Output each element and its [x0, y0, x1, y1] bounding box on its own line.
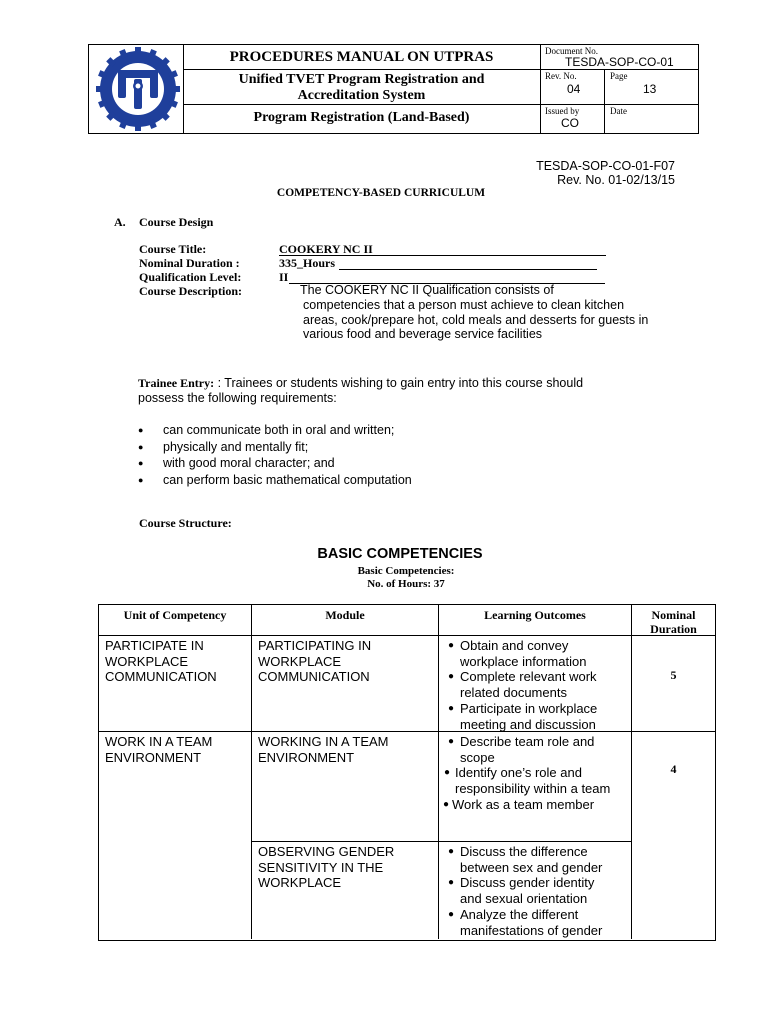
- list-item: ● Discuss the difference between sex and gender: [448, 844, 603, 875]
- qualification-level-label: Qualification Level:: [139, 270, 242, 284]
- system-title: Unified TVET Program Registration and Accreditation System: [238, 72, 485, 103]
- basic-competencies-sub: Basic Competencies:: [357, 565, 455, 577]
- program-title: Program Registration (Land-Based): [253, 110, 470, 125]
- list-item: ● physically and mentally fit;: [138, 439, 309, 454]
- col-header-unit: Unit of Competency: [99, 605, 252, 636]
- col-header-duration: Nominal Duration: [632, 605, 715, 636]
- page-label: Page: [610, 71, 628, 81]
- table-cell-duration: 5: [632, 636, 715, 732]
- document-header: [88, 44, 699, 134]
- document-no-value: TESDA-SOP-CO-01: [565, 55, 674, 69]
- course-title-label: Course Title:: [139, 242, 207, 256]
- tesda-logo: [95, 46, 181, 132]
- list-item: ● Discuss gender identity and sexual orientation: [448, 875, 595, 907]
- hours-total: No. of Hours: 37: [367, 578, 445, 590]
- table-cell-module: PARTICIPATING IN WORKPLACE COMMUNICATION: [252, 636, 439, 732]
- list-item: ● can perform basic mathematical computation: [138, 472, 412, 487]
- list-item: ● Identify one’s role and responsibility within a team: [444, 765, 611, 797]
- date-label: Date: [610, 106, 627, 116]
- qualification-level-value: II: [279, 270, 289, 284]
- list-item: ● Complete relevant work related documents: [448, 669, 597, 701]
- col-header-module: Module: [252, 605, 439, 636]
- table-cell-module: WORKING IN A TEAM ENVIRONMENT: [252, 732, 439, 842]
- nominal-duration-value: 335_Hours: [279, 256, 336, 270]
- table-cell-outcomes: [439, 842, 632, 939]
- list-item: ● Work as a team member: [443, 796, 595, 812]
- trainee-entry: Trainee Entry: : Trainees or students wishing to gain entry into this course should possess the following requirements:: [138, 376, 584, 405]
- requirements-list: [138, 422, 412, 488]
- section-letter: A.: [114, 215, 126, 229]
- table-cell-unit: WORK IN A TEAM ENVIRONMENT: [99, 732, 252, 939]
- course-description-label: Course Description:: [139, 284, 242, 298]
- rev-no-value: 04: [567, 82, 581, 96]
- list-item: ● Obtain and convey workplace information: [448, 638, 587, 669]
- course-structure-label: Course Structure:: [139, 516, 232, 530]
- nominal-duration-label: Nominal Duration :: [139, 256, 240, 270]
- competency-table: [98, 604, 716, 941]
- list-item: ● can communicate both in oral and written;: [138, 423, 395, 437]
- section-heading: Course Design: [139, 215, 214, 229]
- revision-line: Rev. No. 01-02/13/15: [557, 173, 675, 187]
- col-header-outcomes: Learning Outcomes: [439, 605, 632, 636]
- page-value: 13: [643, 82, 657, 96]
- list-item: ● Participate in workplace meeting and discussion: [448, 700, 598, 732]
- list-item: ● with good moral character; and: [138, 456, 335, 470]
- document-no-label: Document No.: [545, 46, 598, 56]
- rev-no-label: Rev. No.: [545, 71, 577, 81]
- table-cell-module: OBSERVING GENDER SENSITIVITY IN THE WORKPLACE: [252, 842, 439, 939]
- course-title-value: COOKERY NC II: [279, 242, 373, 256]
- table-cell-unit: PARTICIPATE IN WORKPLACE COMMUNICATION: [99, 636, 252, 732]
- issued-by-value: CO: [561, 116, 579, 130]
- form-code: TESDA-SOP-CO-01-F07: [536, 159, 675, 173]
- table-cell-outcomes: [439, 732, 632, 842]
- table-cell-duration: 4: [670, 762, 677, 776]
- course-description: The COOKERY NC II Qualification consists of competencies that a person must achieve to clean kitchen areas, cook/prepare hot, cold meals and desserts for guests in various food and beverage service facilities: [300, 283, 649, 342]
- basic-competencies-heading: BASIC COMPETENCIES: [317, 546, 483, 562]
- list-item: ● Analyze the different manifestations of gender: [448, 906, 603, 938]
- issued-by-label: Issued by: [545, 106, 580, 116]
- list-item: ● Describe team role and scope: [448, 734, 595, 765]
- table-cell-outcomes: [439, 636, 632, 732]
- document-title: COMPETENCY-BASED CURRICULUM: [276, 187, 486, 199]
- manual-title: PROCEDURES MANUAL ON UTPRAS: [229, 49, 494, 65]
